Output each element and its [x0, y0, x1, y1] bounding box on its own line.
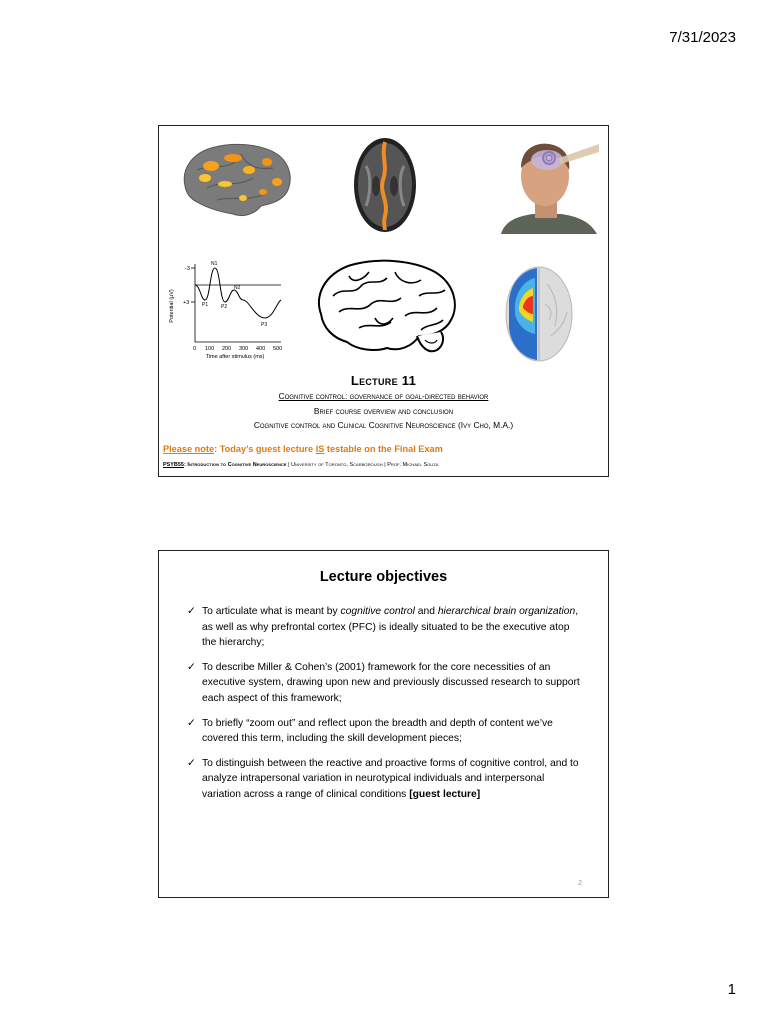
erp-xlabel: Time after stimulus (ms): [205, 354, 265, 360]
note-emphasis: IS: [315, 444, 325, 454]
erp-xtick: 500: [273, 346, 283, 352]
page-number: 1: [727, 981, 736, 998]
objective-text: To describe Miller & Cohen’s (2001) framework for the core necessities of an executive system, drawing upon new and previously discussed research to support each aspect of this framework;: [202, 661, 580, 704]
footer-affiliation: | University of Toronto, Scarborough | Prof. Michael Souza: [286, 462, 439, 468]
slide-number: 2: [578, 880, 582, 887]
list-item: [187, 756, 582, 803]
note-text: : Today’s guest lecture: [214, 444, 316, 454]
header-date: 7/31/2023: [669, 29, 736, 46]
note-text: testable on the Final Exam: [324, 444, 443, 454]
footer-course-code: PSYB55: [163, 462, 184, 468]
erp-xtick: 0: [193, 346, 197, 352]
slide-heading: Lecture objectives: [319, 569, 448, 585]
list-item: [187, 660, 582, 707]
lecture-subtitle-overview: Brief course overview and conclusion: [313, 406, 454, 416]
slide-thumbnail-1: [158, 125, 609, 477]
erp-ytick: +3: [183, 300, 190, 306]
list-item: [187, 604, 582, 651]
erp-xtick: 100: [205, 346, 215, 352]
erp-peak-label: P2: [221, 304, 228, 310]
checkmark-icon: ✓: [187, 605, 196, 617]
lecture-subtitle-topic: Cognitive control: governance of goal-directed behavior: [278, 391, 489, 401]
checkmark-icon: ✓: [187, 660, 196, 673]
checkmark-icon: ✓: [187, 716, 196, 729]
objectives-list: [187, 604, 582, 812]
note-label: Please note: [163, 444, 215, 454]
erp-peak-label: P3: [261, 322, 268, 328]
objective-text: To articulate what is meant by: [202, 606, 341, 617]
brain-line-art: [309, 256, 461, 360]
tms-head-illustration: [499, 138, 601, 234]
objective-text: To distinguish between the reactive and proactive forms of cognitive control, and to analyze intrapersonal variation in neurotypical individuals and interpersonal variation across a range of clinical conditions: [202, 757, 579, 800]
erp-xtick: 200: [222, 346, 232, 352]
course-footer: [163, 462, 438, 468]
footer-course-name: : Introduction to Cognitive Neuroscience: [183, 462, 287, 468]
erp-peak-label: N2: [234, 285, 241, 291]
fmri-brain-image: [177, 140, 295, 220]
checkmark-icon: ✓: [187, 756, 196, 769]
objective-emphasis: cognitive control: [340, 606, 415, 617]
lecture-title: Lecture 11: [350, 373, 417, 388]
erp-ylabel: Potential (μV): [169, 289, 175, 323]
erp-ytick: -3: [185, 266, 190, 272]
erp-peak-label: N1: [211, 261, 218, 267]
objective-bold: [guest lecture]: [409, 788, 481, 800]
dti-brain-slice-image: [352, 136, 418, 234]
objective-text: and: [414, 606, 438, 617]
objective-emphasis: hierarchical brain organization: [437, 606, 576, 617]
color-brain-slice-image: [503, 264, 575, 364]
erp-peak-label: P1: [202, 302, 209, 308]
lecture-subtitle-guest: Cognitive control and Clinical Cognitive Neuroscience (Ivy Cho, M.A.): [253, 420, 514, 430]
slide-thumbnail-2: [158, 550, 609, 898]
list-item: [187, 716, 582, 747]
objective-text: To briefly “zoom out” and reflect upon the breadth and depth of content we’ve covered this term, including the skill development pieces;: [202, 717, 553, 745]
erp-xtick: 300: [239, 346, 249, 352]
erp-xtick: 400: [256, 346, 266, 352]
erp-waveform-chart: [169, 256, 291, 360]
objective-text: , as well as why prefrontal cortex (PFC) is ideally situated to be the executive atop the hierarchy;: [202, 606, 579, 649]
guest-lecture-note: [163, 444, 443, 454]
